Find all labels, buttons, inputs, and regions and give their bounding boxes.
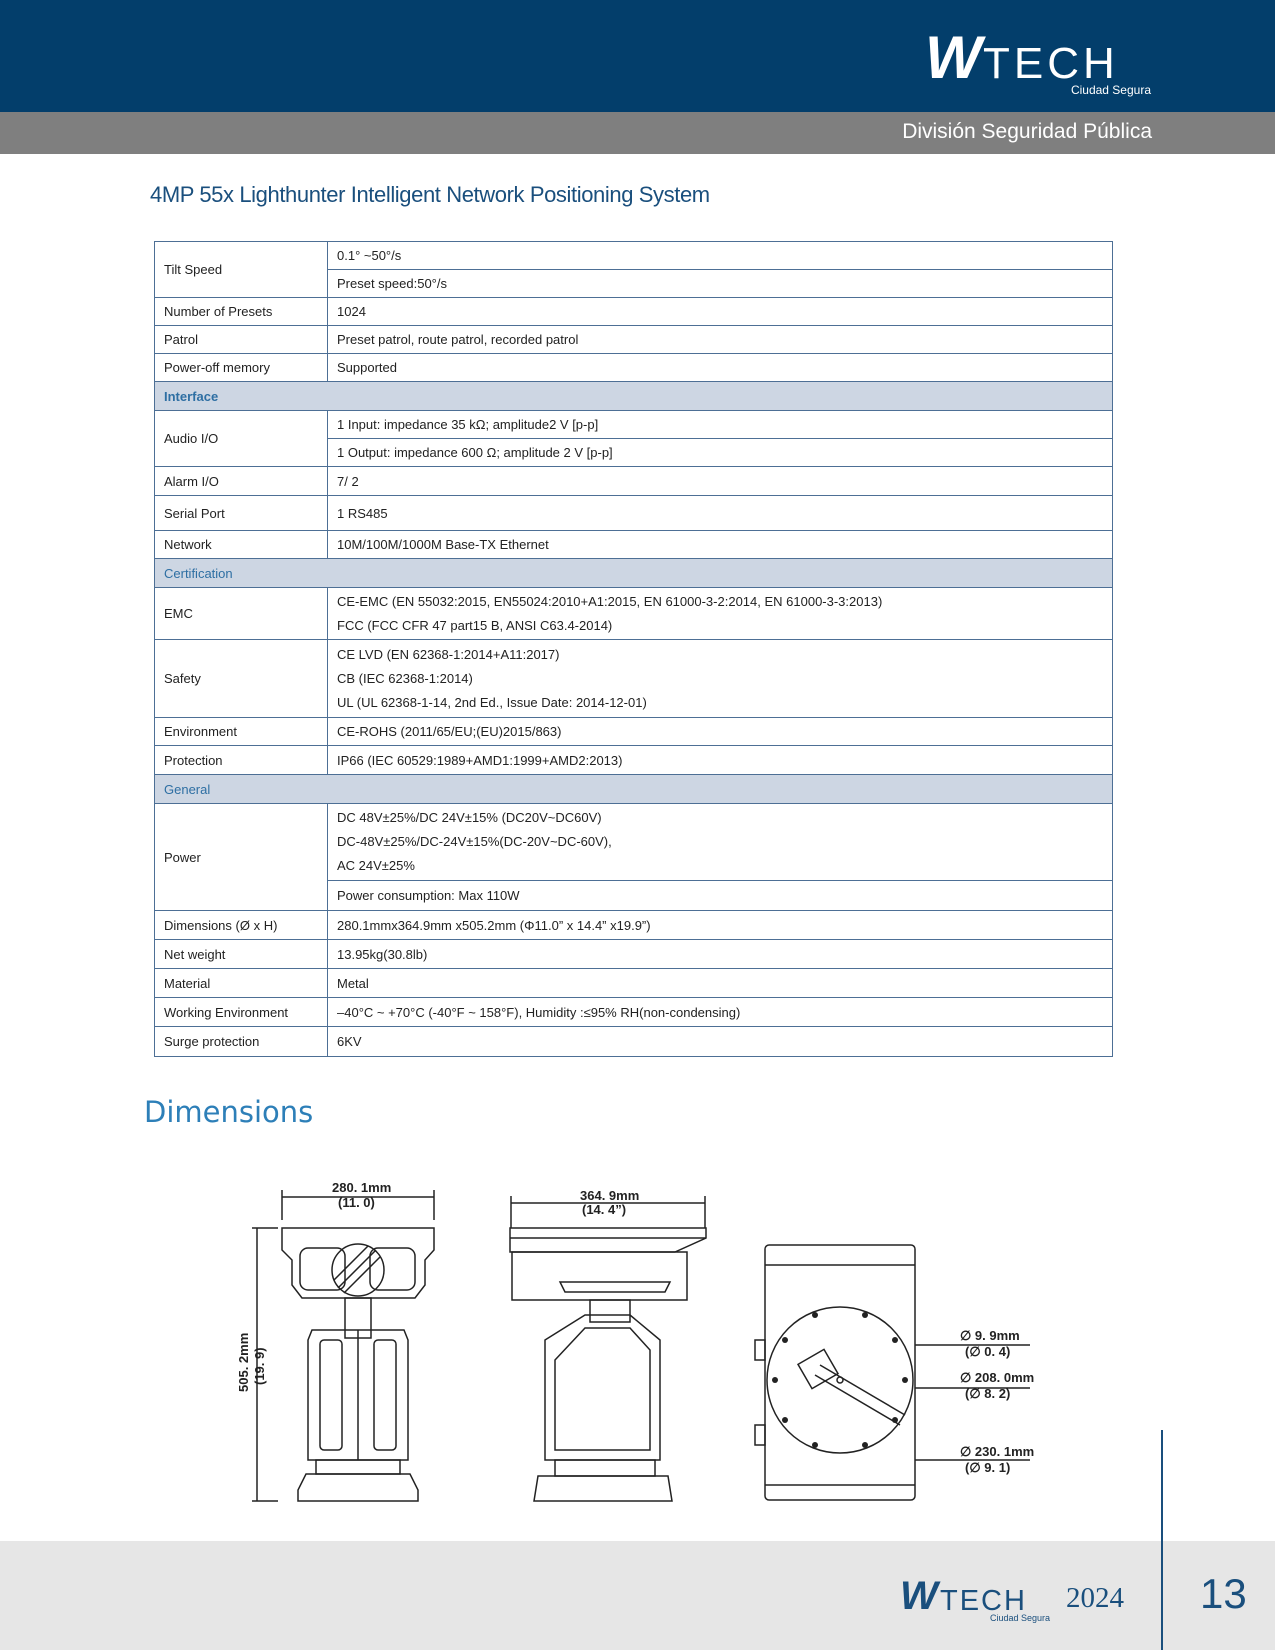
height-label: 505. 2mm [236,1332,251,1392]
table-row [155,354,1113,382]
spec-label: Material [155,969,328,998]
spec-value: 7/ 2 [328,467,1113,496]
base-dia-inch-label: (∅ 9. 1) [965,1460,1011,1475]
spec-label: Safety [155,640,328,718]
spec-value: Power consumption: Max 110W [328,881,1113,911]
division-label: División Seguridad Pública [902,120,1152,143]
hole-dia-label: ∅ 9. 9mm [960,1328,1020,1343]
section-header: Interface [155,382,1113,411]
spec-label: Serial Port [155,496,328,531]
table-row [155,804,1113,881]
spec-line: DC 48V±25%/DC 24V±15% (DC20V~DC60V) [337,810,602,825]
spec-label: Power [155,804,328,911]
side-width-inch-label: (14. 4”) [582,1202,627,1217]
section-header: Certification [155,559,1113,588]
spec-label: Number of Presets [155,298,328,326]
spec-value: 10M/100M/1000M Base-TX Ethernet [328,531,1113,559]
side-width-label: 364. 9mm [580,1188,640,1203]
spec-value: 280.1mmx364.9mm x505.2mm (Φ11.0” x 14.4” x19.9”) [328,911,1113,940]
height-inch-label: (19. 9) [252,1347,267,1385]
spec-line: UL (UL 62368-1-14, 2nd Ed., Issue Date: 2014-12-01) [337,694,647,710]
spec-label: Alarm I/O [155,467,328,496]
spec-label: Environment [155,718,328,746]
table-row [155,998,1113,1027]
table-row [155,969,1113,998]
table-row [155,640,1113,718]
spec-label: Patrol [155,326,328,354]
spec-line: DC-48V±25%/DC-24V±15%(DC-20V~DC-60V), [337,834,612,849]
spec-value [328,588,1113,640]
spec-line: CB (IEC 62368-1:2014) [337,670,473,686]
table-row [155,531,1113,559]
spec-label: Protection [155,746,328,775]
spec-value: Preset patrol, route patrol, recorded patrol [328,326,1113,354]
spec-value: 1 RS485 [328,496,1113,531]
table-row [155,940,1113,969]
table-row [155,411,1113,439]
footer-divider [1161,1430,1163,1650]
spec-label: Tilt Speed [155,242,328,298]
spec-value: 1024 [328,298,1113,326]
spec-value: 0.1° ~50°/s [328,242,1113,270]
hole-dia-inch-label: (∅ 0. 4) [965,1344,1011,1359]
pcd-label: ∅ 208. 0mm [960,1370,1035,1385]
spec-value: 1 Output: impedance 600 Ω; amplitude 2 V [p-p] [328,439,1113,467]
spec-value: Supported [328,354,1113,382]
logo-w: W [925,24,978,91]
page-number: 13 [1200,1570,1247,1617]
table-row [155,746,1113,775]
spec-label: EMC [155,588,328,640]
table-row [155,242,1113,270]
spec-label: Dimensions (Ø x H) [155,911,328,940]
footer-logo-tech: TECH [940,1585,1027,1617]
spec-label: Audio I/O [155,411,328,467]
table-row [155,1027,1113,1057]
front-width-inch-label: (11. 0) [338,1195,375,1210]
spec-label: Network [155,531,328,559]
spec-value: –40°C ~ +70°C (-40°F ~ 158°F), Humidity :≤95% RH(non-condensing) [328,998,1113,1027]
spec-line: CE LVD (EN 62368-1:2014+A11:2017) [337,646,560,662]
footer-year: 2024 [1066,1582,1124,1614]
spec-value: Metal [328,969,1113,998]
spec-value: CE-ROHS (2011/65/EU;(EU)2015/863) [328,718,1113,746]
spec-value: 6KV [328,1027,1113,1057]
base-dia-label: ∅ 230. 1mm [960,1444,1035,1459]
table-row [155,588,1113,640]
footer-logo-w: W [900,1574,935,1618]
table-row [155,496,1113,531]
document-title: 4MP 55x Lighthunter Intelligent Network Positioning System [150,182,710,207]
footer-wtech-logo [900,1576,1050,1626]
table-row [155,718,1113,746]
section-row-general [155,775,1113,804]
logo-tech: TECH [983,39,1119,88]
spec-value: 1 Input: impedance 35 kΩ; amplitude2 V [p-p] [328,411,1113,439]
table-row [155,326,1113,354]
spec-label: Net weight [155,940,328,969]
logo-tagline: Ciudad Segura [1070,83,1151,97]
pcd-inch-label: (∅ 8. 2) [965,1386,1011,1401]
table-row [155,467,1113,496]
spec-table [154,241,1113,1057]
spec-label: Surge protection [155,1027,328,1057]
spec-value: IP66 (IEC 60529:1989+AMD1:1999+AMD2:2013) [328,746,1113,775]
dimension-drawing [220,1160,1060,1520]
table-row [155,911,1113,940]
spec-value: 13.95kg(30.8lb) [328,940,1113,969]
wtech-logo [925,24,1151,98]
table-row [155,298,1113,326]
spec-line: FCC (FCC CFR 47 part15 B, ANSI C63.4-2014) [337,617,613,633]
spec-line: CE-EMC (EN 55032:2015, EN55024:2010+A1:2015, EN 61000-3-2:2014, EN 61000-3-3:2013) [337,593,883,609]
section-header: General [155,775,1113,804]
section-row-certification [155,559,1113,588]
front-width-label: 280. 1mm [332,1180,392,1195]
dimensions-title: Dimensions [144,1095,314,1129]
spec-label: Working Environment [155,998,328,1027]
spec-line: AC 24V±25% [337,858,415,873]
footer-logo-tagline: Ciudad Segura [989,1613,1050,1623]
spec-value [328,804,1113,881]
spec-label: Power-off memory [155,354,328,382]
spec-value [328,640,1113,718]
spec-value: Preset speed:50°/s [328,270,1113,298]
section-row-interface [155,382,1113,411]
